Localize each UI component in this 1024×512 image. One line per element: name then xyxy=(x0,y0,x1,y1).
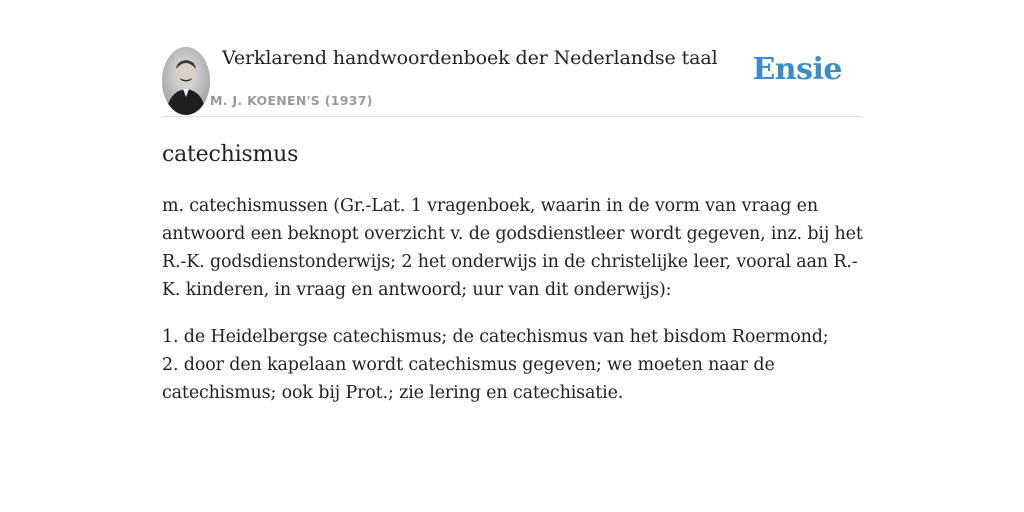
book-title: Verklarend handwoordenboek der Nederlandse taal xyxy=(222,47,718,69)
example-item: 1. de Heidelbergse catechismus; de catechismus van het bisdom Roermond; xyxy=(162,327,829,347)
header xyxy=(162,40,862,117)
entry-examples xyxy=(162,323,872,407)
ensie-logo-link[interactable]: Ensie xyxy=(752,52,842,87)
example-item: 2. door den kapelaan wordt catechismus gegeven; we moeten naar de catechismus; ook bij Prot.; zie lering en catechisatie. xyxy=(162,355,775,403)
entry-headword: catechismus xyxy=(162,142,299,167)
author-portrait-icon xyxy=(162,47,210,115)
dictionary-entry xyxy=(162,140,872,407)
book-subtitle: M. J. KOENEN'S (1937) xyxy=(210,93,373,108)
entry-definition: m. catechismussen (Gr.-Lat. 1 vragenboek, waarin in de vorm van vraag en antwoord een beknopt overzicht v. de godsdienstleer wordt gegeven, inz. bij het R.-K. godsdienstonderwijs; 2 het onderwijs in de christelijke leer, vooral aan R.-K. kinderen, in vraag en antwoord; uur van dit onderwijs): xyxy=(162,196,863,300)
